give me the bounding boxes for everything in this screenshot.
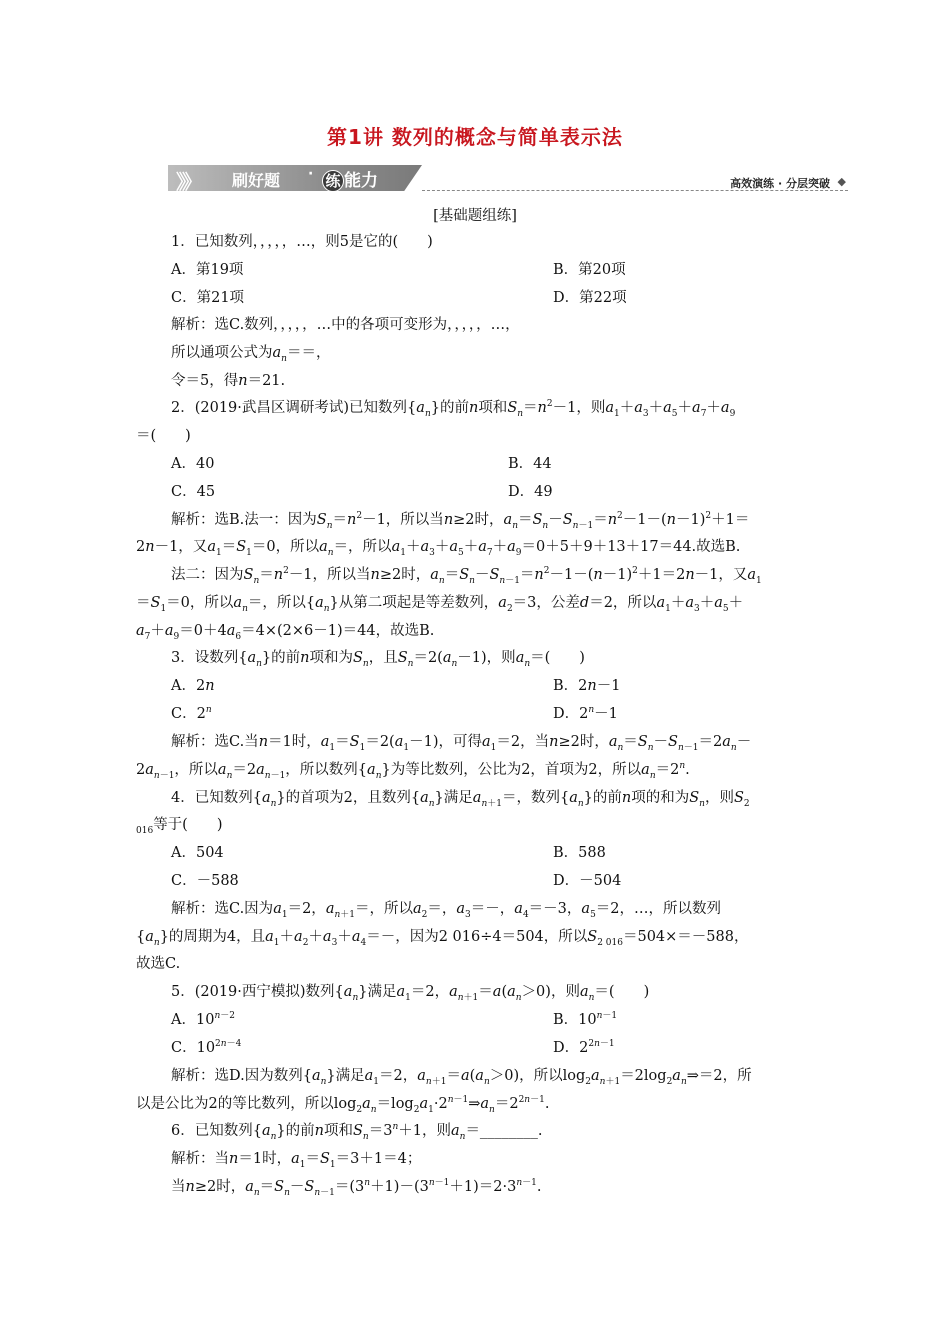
solution-line: 解析：选D.因为数列$\{a_n\}$满足$a_1=2$，$a_{n+1}=a(a_n>0)$，所以$\log_2a_{n+1}=2\log_2a_n\Rightarrow=2$，所 (171, 1068, 752, 1087)
solution-line: 解析：选B.法一：因为$S_n=n^2-1$，所以当n≥2时，$a_n=S_n-S_{n-1}=n^2-1-(n-1)^2+1=$ (171, 511, 750, 531)
section-heading: [基础题组练] (433, 208, 517, 224)
option-c: C．－588 (171, 873, 239, 889)
banner-tag-char: 练 (322, 170, 344, 192)
solution-line: 解析：选C.数列，，，，，…中的各项可变形为，，，，，…， (171, 317, 520, 333)
option-d: D．－504 (553, 873, 622, 889)
option-d: D．$2^n-1$ (553, 705, 618, 722)
solution-line: 以是公比为2的等比数列，所以$\log_2a_n=\log_2a_1\cdot 2^{n-1}\Rightarrow a_n=2^{2n-1}$. (136, 1095, 550, 1115)
banner-bar (168, 165, 422, 191)
question-4-cont: $_{016}$等于( ) (136, 817, 223, 836)
option-a: A．504 (171, 845, 224, 861)
option-a: A．2n (171, 678, 215, 694)
chevron-right-icon: 》》 (176, 170, 198, 194)
diamond-icon: ◆ (837, 175, 846, 188)
option-c: C．$10^{2n-4}$ (171, 1039, 242, 1056)
section-banner (168, 163, 848, 195)
page-title: 第1讲 数列的概念与简单表示法 (327, 125, 623, 149)
question-1: 1．已知数列，，，，，…，则5是它的( ) (171, 234, 433, 250)
option-b: B．588 (553, 845, 606, 861)
banner-tag (322, 166, 378, 192)
question-5: 5．(2019·西宁模拟)数列$\{a_n\}$满足$a_1=2$，$a_{n+1}=a(a_n>0)$，则$a_n=$( ) (171, 984, 650, 1003)
option-a: A．40 (171, 456, 215, 472)
question-6: 6．已知数列$\{a_n\}$的前n项和$S_n=3^n+1$，则$a_n=\_\_\_\_\_\_\_\_$. (171, 1122, 543, 1142)
banner-label: 刷好题 (232, 171, 281, 190)
solution-line: $a_7+a_9=0+4a_6=4\times(2\times 6-1)=44$，故选B. (136, 623, 435, 642)
solution-line: 法二：因为$S_n=n^2-1$，所以当n≥2时，$a_n=S_n-S_{n-1}=n^2-1-(n-1)^2+1=2n-1$，又$a_1$ (171, 566, 762, 586)
option-b: B．2n－1 (553, 678, 621, 694)
banner-dot: · (308, 166, 314, 182)
option-b: B．44 (508, 456, 552, 472)
option-a: A．$10^{n-2}$ (171, 1011, 235, 1028)
solution-line: $=S_1=0$，所以$a_n=$，所以$\{a_n\}$从第二项起是等差数列，$a_2=3$，公差d＝2，所以$a_1+a_3+a_5+$ (136, 595, 744, 614)
option-d: D．$2^{2n-1}$ (553, 1039, 615, 1056)
solution-line: $2a_{n-1}$，所以$a_n=2a_{n-1}$，所以数列$\{a_n\}$为等比数列，公比为2，首项为2，所以$a_n=2^n$. (136, 761, 690, 781)
option-c: C．第21项 (171, 290, 245, 306)
banner-right-text: 高效演练 · 分层突破 (730, 177, 830, 190)
solution-line: 解析：选C.当n＝1时，$a_1=S_1=2(a_1-1)$，可得$a_1=2$，当n≥2时，$a_n=S_n-S_{n-1}=2a_n-$ (171, 734, 752, 753)
option-d: D．第22项 (553, 290, 627, 306)
question-2-cont: ＝( ) (136, 428, 191, 444)
solution-line: 当n≥2时，$a_n=S_n-S_{n-1}=(3^n+1)-(3^{n-1}+1)=2\cdot 3^{n-1}$. (171, 1178, 542, 1198)
option-a: A．第19项 (171, 262, 244, 278)
option-b: B．$10^{n-1}$ (553, 1011, 618, 1028)
option-b: B．第20项 (553, 262, 626, 278)
solution-line: 所以通项公式为$a_n==$， (171, 345, 331, 364)
solution-line: 解析：选C.因为$a_1=2$，$a_{n+1}=$，所以$a_2=$，$a_3=-$，$a_4=-3$，$a_5=2$，…，所以数列 (171, 901, 722, 920)
question-3: 3．设数列$\{a_n\}$的前n项和为$S_n$，且$S_n=2(a_n-1)$，则$a_n=$( ) (171, 650, 585, 669)
banner-tag-char: 能 (344, 171, 361, 191)
option-d: D．49 (508, 484, 553, 500)
question-4: 4．已知数列$\{a_n\}$的首项为2，且数列$\{a_n\}$满足$a_{n+1}=$，数列$\{a_n\}$的前n项的和为$S_n$，则$S_2$ (171, 790, 750, 809)
option-c: C．2$^n$ (171, 705, 212, 722)
solution-line: 解析：当n＝1时，$a_1=S_1=3+1=4$； (171, 1151, 422, 1170)
solution-line: 令＝5，得n＝21. (171, 373, 286, 389)
solution-line: 故选C. (136, 956, 181, 972)
question-2: 2．(2019·武昌区调研考试)已知数列$\{a_n\}$的前n项和$S_n=n^2-1$，则$a_1+a_3+a_5+a_7+a_9$ (171, 399, 736, 419)
option-c: C．45 (171, 484, 216, 500)
banner-tag-char: 力 (361, 171, 378, 191)
solution-line: $\{a_n\}$的周期为4，且$a_1+a_2+a_3+a_4=-$，因为2 016÷4＝504，所以$S_{2 016}=504\times=-588$， (136, 929, 749, 948)
solution-line: 2n－1，又$a_1=S_1=0$，所以$a_n=$，所以$a_1+a_3+a_5+a_7+a_9=0+5+9+13+17=44$.故选B. (136, 539, 741, 558)
